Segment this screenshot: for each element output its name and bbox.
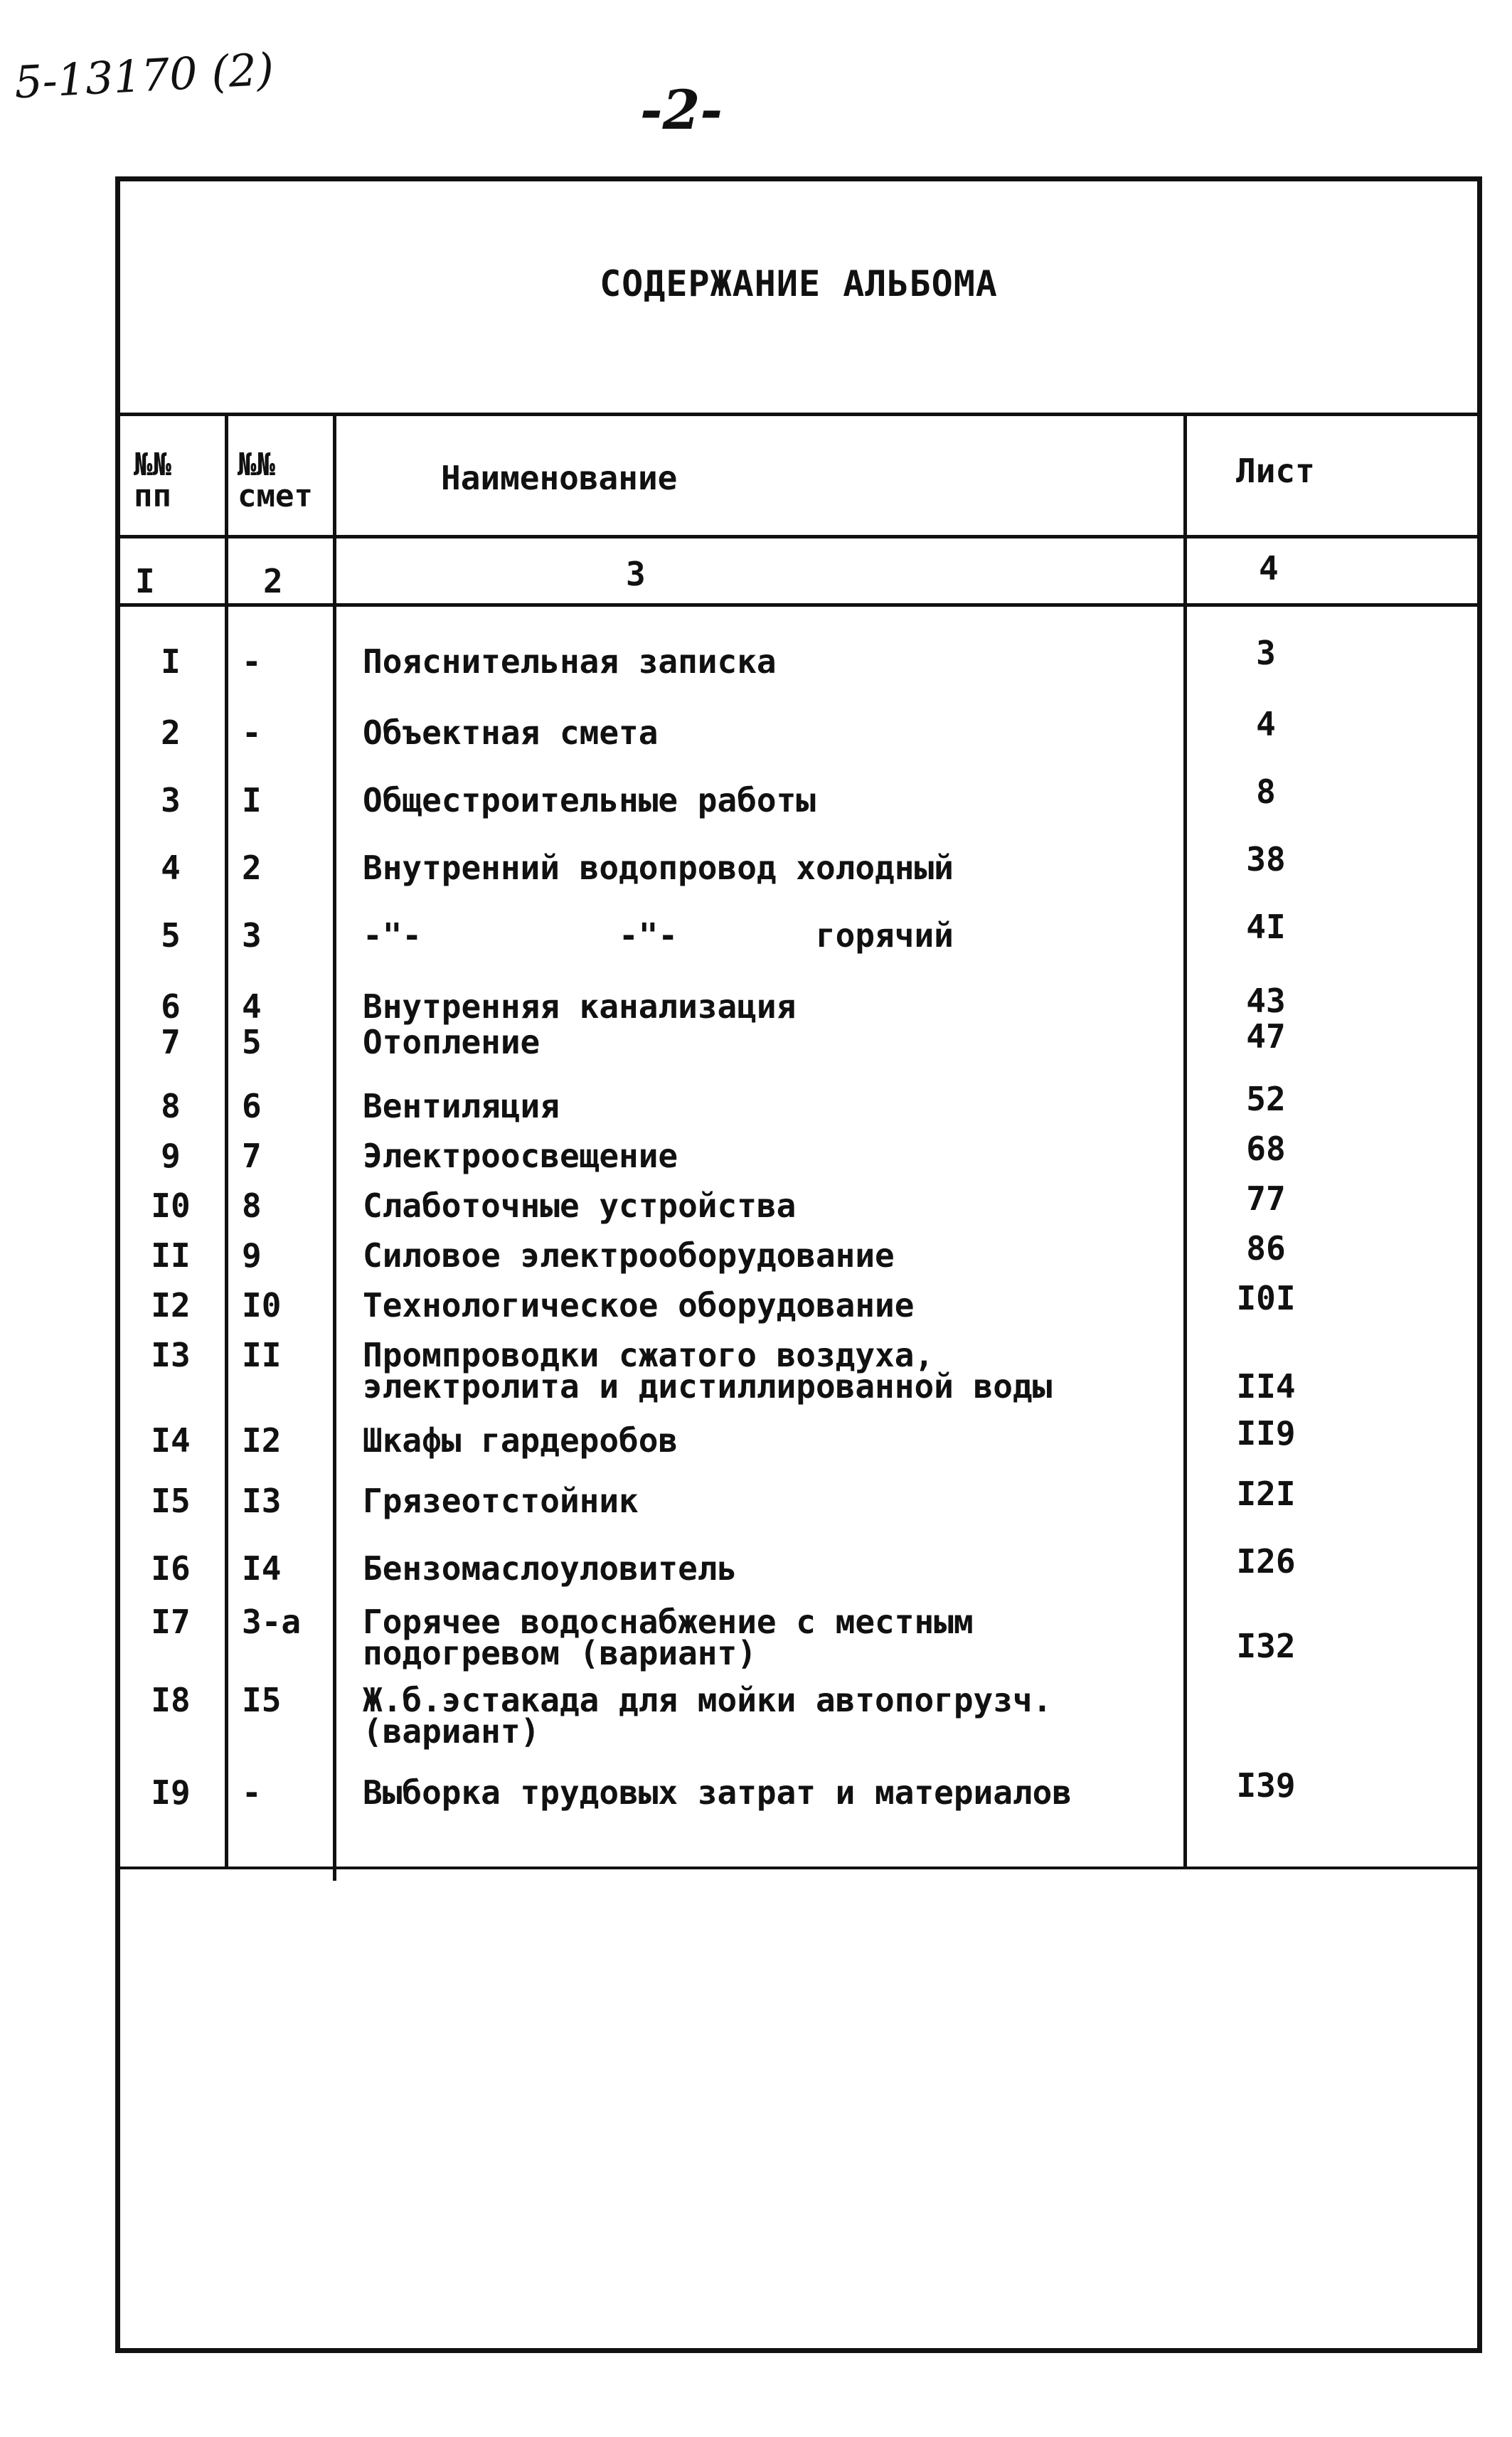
row-name: Горячее водоснабжение с местным [363, 1603, 974, 1641]
row-name: Технологическое оборудование [363, 1286, 915, 1324]
row-sheet: 8 [1256, 772, 1276, 811]
album-title: СОДЕРЖАНИЕ АЛЬБОМА [600, 263, 998, 304]
row-name: Выборка трудовых затрат и материалов [363, 1773, 1072, 1812]
row-estimate: II [242, 1336, 282, 1374]
row-name: Силовое электрооборудование [363, 1236, 895, 1275]
row-name: Шкафы гардеробов [363, 1421, 678, 1460]
row-num: I [161, 642, 181, 681]
row-estimate: - [242, 1773, 262, 1812]
row-sheet: 4I [1246, 908, 1286, 946]
row-estimate: 7 [242, 1137, 262, 1175]
row-name-continuation: подогревом (вариант) [363, 1634, 757, 1672]
table-top-rule [120, 413, 1477, 416]
row-num: I4 [151, 1421, 191, 1460]
row-sheet: 52 [1246, 1080, 1286, 1118]
column-divider-3 [1183, 413, 1187, 1867]
row-estimate: I0 [242, 1286, 282, 1324]
row-num: 6 [161, 987, 181, 1026]
row-estimate: I2 [242, 1421, 282, 1460]
row-name: Бензомаслоуловитель [363, 1549, 738, 1588]
row-name: Вентиляция [363, 1087, 560, 1125]
row-sheet: 68 [1246, 1130, 1286, 1168]
row-num: I7 [151, 1603, 191, 1641]
row-name: Электроосвещение [363, 1137, 678, 1175]
row-estimate: I [242, 781, 262, 819]
row-estimate: 9 [242, 1236, 262, 1275]
row-num: 2 [161, 713, 181, 752]
column-divider-1 [225, 413, 228, 1867]
row-estimate: 5 [242, 1023, 262, 1061]
row-sheet: 86 [1246, 1229, 1286, 1268]
row-sheet: 47 [1246, 1017, 1286, 1056]
row-num: I5 [151, 1482, 191, 1520]
row-name: Пояснительная записка [363, 642, 777, 681]
row-name: Общестроительные работы [363, 781, 816, 819]
row-num: I2 [151, 1286, 191, 1324]
row-sheet: 38 [1246, 840, 1286, 878]
header-sheet: Лист [1236, 452, 1315, 490]
row-sheet: I26 [1236, 1542, 1296, 1581]
column-divider-2 [333, 413, 336, 1881]
row-name: Объектная смета [363, 713, 659, 752]
row-name: Отопление [363, 1023, 541, 1061]
row-estimate: - [242, 642, 262, 681]
header-estimate: №№ смет [238, 447, 313, 514]
row-estimate: 4 [242, 987, 262, 1026]
row-estimate: 2 [242, 849, 262, 887]
row-estimate: 3 [242, 916, 262, 955]
row-name: Промпроводки сжатого воздуха, [363, 1336, 935, 1374]
row-estimate: 3-а [242, 1603, 302, 1641]
row-estimate: I5 [242, 1681, 282, 1719]
row-sheet: I0I [1236, 1279, 1296, 1317]
row-num: 4 [161, 849, 181, 887]
row-num: 8 [161, 1087, 181, 1125]
colnum-rule [120, 603, 1477, 607]
row-sheet: 3 [1256, 634, 1276, 672]
row-sheet: 4 [1256, 705, 1276, 743]
row-name: Слаботочные устройства [363, 1186, 797, 1225]
row-sheet: I2I [1236, 1475, 1296, 1513]
row-estimate: I4 [242, 1549, 282, 1588]
header-name: Наименование [441, 459, 678, 497]
row-sheet: 43 [1246, 982, 1286, 1020]
row-name: -"- -"- горячий [363, 916, 954, 955]
header-rule [120, 535, 1477, 538]
row-num: I3 [151, 1336, 191, 1374]
page-number: -2- [640, 78, 723, 142]
row-num: I8 [151, 1681, 191, 1719]
row-num: 3 [161, 781, 181, 819]
row-name: Внутренний водопровод холодный [363, 849, 954, 887]
row-num: II [151, 1236, 191, 1275]
row-num: I0 [151, 1186, 191, 1225]
colnum-2: 2 [263, 562, 283, 600]
row-name: Внутренняя канализация [363, 987, 797, 1026]
row-name: Ж.б.эстакада для мойки автопогрузч. [363, 1681, 1053, 1719]
row-name-continuation: электролита и дистиллированной воды [363, 1367, 1053, 1406]
colnum-4: 4 [1259, 549, 1279, 588]
colnum-3: 3 [626, 555, 646, 593]
row-estimate: I3 [242, 1482, 282, 1520]
document-code: 5-13170 (2) [13, 43, 275, 109]
row-name-continuation: (вариант) [363, 1712, 541, 1751]
row-num: 7 [161, 1023, 181, 1061]
row-sheet: II9 [1236, 1414, 1296, 1453]
table-bottom-rule [120, 1867, 1477, 1869]
colnum-1: I [135, 562, 155, 600]
row-num: 9 [161, 1137, 181, 1175]
row-num: I9 [151, 1773, 191, 1812]
row-sheet: 77 [1246, 1179, 1286, 1218]
row-name: Грязеотстойник [363, 1482, 639, 1520]
row-estimate: 6 [242, 1087, 262, 1125]
row-num: I6 [151, 1549, 191, 1588]
row-sheet: I32 [1236, 1627, 1296, 1665]
row-sheet: II4 [1236, 1367, 1296, 1406]
row-estimate: - [242, 713, 262, 752]
header-num: №№ пп [134, 447, 171, 514]
row-estimate: 8 [242, 1186, 262, 1225]
row-sheet: I39 [1236, 1766, 1296, 1805]
row-num: 5 [161, 916, 181, 955]
